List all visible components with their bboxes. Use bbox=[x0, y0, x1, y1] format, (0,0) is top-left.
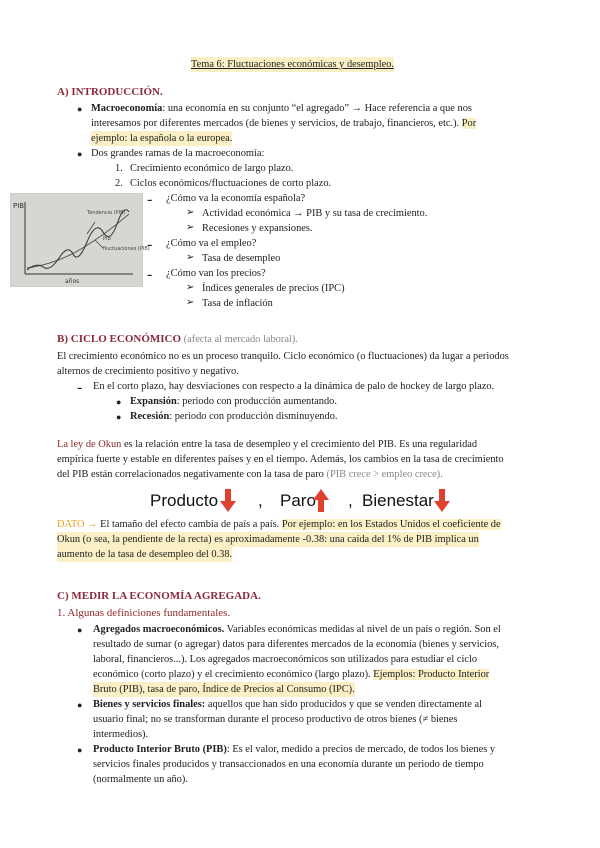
dash-marker: - bbox=[77, 379, 83, 396]
branch-long-run: Crecimiento económico de largo plazo. bbox=[130, 163, 294, 174]
pib-line1 bbox=[93, 742, 495, 757]
recession-definition bbox=[130, 409, 338, 424]
agg-line4 bbox=[93, 667, 489, 682]
up-arrow-icon bbox=[313, 489, 329, 513]
agg-line1 bbox=[93, 622, 501, 637]
final-goods-line2: usuario final; no se transforman durante el proceso productivo de otros bienes (≠ bienes bbox=[93, 714, 458, 725]
sketch-label-fluct: fluctuaciones (PIB) bbox=[103, 246, 150, 252]
final-goods-text1: aquellos que han sido producidos y que se venden directamente al bbox=[205, 699, 482, 710]
agg-text4: económico (corto plazo) y el crecimiento económico (largo plazo). bbox=[93, 669, 374, 680]
answer-ipc: Índices generales de precios (IPC) bbox=[202, 283, 345, 294]
agg-example1: Ejemplos: Producto Interior bbox=[373, 669, 490, 680]
dato-line3: aumento de la tasa de desempleo del 0.38. bbox=[57, 547, 232, 562]
okun-line1 bbox=[57, 437, 477, 452]
bullet-icon: ● bbox=[77, 104, 83, 114]
okun-term: La ley de Okun bbox=[57, 439, 122, 450]
bullet-icon: ● bbox=[77, 149, 83, 159]
section-b-note: (afecta al mercado laboral). bbox=[181, 334, 298, 345]
dash-marker: - bbox=[147, 236, 153, 253]
macro-line2-text: interesamos por diferentes mercados (de bienes y servicios, de trabajo, financieros, etc.). bbox=[91, 118, 462, 129]
word-paro: Paro bbox=[280, 491, 316, 510]
pib-text1: : Es el valor, medido a precios de mercado, de todos los bienes y bbox=[226, 744, 496, 755]
dash-marker: - bbox=[147, 266, 153, 283]
macro-term: Macroeconomía bbox=[91, 103, 163, 114]
dato-line2: Okun (o sea, la pendiente de la recta) es aproximadamente -0.38: una caída del 1% de PIB implica un bbox=[57, 532, 479, 547]
cycle-paragraph-line1: El crecimiento económico no es un proceso tranquilo. Ciclo económico (o fluctuaciones) da lugar a periodos bbox=[57, 351, 509, 362]
sketch-ylabel: PIB bbox=[13, 202, 25, 210]
list-number-2: 2. bbox=[115, 178, 123, 189]
list-number-1: 1. bbox=[115, 163, 123, 174]
macro-text: : una economía en su conjunto “el agregado” → Hace referencia a que nos bbox=[162, 103, 472, 114]
answer-unemployment: Tasa de desempleo bbox=[202, 253, 281, 264]
comma-2: , bbox=[348, 491, 353, 510]
arrow-bullet-icon: ➢ bbox=[186, 252, 195, 263]
bullet-icon: ● bbox=[77, 625, 83, 635]
arrow-bullet-icon: ➢ bbox=[186, 207, 195, 218]
expansion-text: : periodo con producción aumentando. bbox=[176, 396, 337, 407]
okun-text1: es la relación entre la tasa de desempleo y el crecimiento del PIB. Es una regularidad bbox=[121, 439, 478, 450]
effects-diagram bbox=[150, 491, 450, 517]
final-goods-line3: intermedios). bbox=[93, 729, 149, 740]
expansion-definition bbox=[130, 394, 337, 409]
short-run-deviations: En el corto plazo, hay desviaciones con respecto a la dinámica de palo de hockey de largo plazo. bbox=[93, 381, 495, 392]
final-goods-term: Bienes y servicios finales: bbox=[93, 699, 206, 710]
pib-sketch-drawing bbox=[11, 194, 150, 286]
sketch-label-pib: PIB bbox=[103, 236, 111, 242]
bullet-icon: ● bbox=[116, 397, 122, 407]
section-c-subheading: 1. Algunas definiciones fundamentales. bbox=[57, 607, 231, 619]
cycle-paragraph-line2: alternos de crecimiento positivo y negativo. bbox=[57, 366, 239, 377]
okun-line3 bbox=[57, 467, 443, 482]
bullet-icon: ● bbox=[77, 745, 83, 755]
recession-text: : periodo con producción disminuyendo. bbox=[169, 411, 338, 422]
answer-activity: Actividad económica → PIB y su tasa de crecimiento. bbox=[202, 208, 428, 219]
document-title: Tema 6: Fluctuaciones económicas y desempleo. bbox=[191, 57, 394, 72]
agg-line3: laboral, financieros...). Los agregados macroeconómicos son utilizados para estudiar el ciclo bbox=[93, 654, 478, 665]
section-a-heading: A) INTRODUCCIÓN. bbox=[57, 86, 163, 98]
recession-term: Recesión bbox=[130, 411, 170, 422]
section-b-title: B) CICLO ECONÓMICO bbox=[57, 333, 182, 345]
question-economy: ¿Cómo va la economía española? bbox=[166, 193, 306, 204]
agg-line5: Bruto (PIB), tasa de paro, Índice de Precios al Consumo (IPC). bbox=[93, 682, 355, 697]
answer-inflation: Tasa de inflación bbox=[202, 298, 273, 309]
okun-text3: del PIB están correlacionados negativamente con la tasa de paro bbox=[57, 469, 327, 480]
okun-note: (PIB crece > empleo crece). bbox=[326, 469, 443, 480]
arrow-bullet-icon: ➢ bbox=[186, 282, 195, 293]
question-employment: ¿Cómo va el empleo? bbox=[166, 238, 257, 249]
down-arrow-icon bbox=[434, 489, 450, 513]
dato-label: DATO → bbox=[57, 519, 98, 530]
section-b-heading bbox=[57, 333, 298, 345]
question-prices: ¿Cómo van los precios? bbox=[166, 268, 266, 279]
word-bienestar: Bienestar bbox=[362, 491, 434, 510]
branch-short-run: Ciclos económicos/fluctuaciones de corto plazo. bbox=[130, 178, 332, 189]
section-c-heading: C) MEDIR LA ECONOMÍA AGREGADA. bbox=[57, 590, 261, 602]
pib-sketch-image bbox=[10, 193, 150, 287]
macro-example-start: Por bbox=[461, 118, 477, 129]
two-branches: Dos grandes ramas de la macroeconomía: bbox=[91, 148, 265, 159]
pib-line3: (normalmente un año). bbox=[93, 774, 188, 785]
sketch-label-trend: Tendencia (PIB) bbox=[87, 210, 126, 216]
final-goods-line1 bbox=[93, 697, 482, 712]
agg-term: Agregados macroeconómicos. bbox=[93, 624, 225, 635]
arrow-bullet-icon: ➢ bbox=[186, 297, 195, 308]
macro-definition bbox=[91, 101, 472, 116]
agg-text1: Variables económicas medidas al nivel de un país o región. Son el bbox=[224, 624, 501, 635]
pib-line2: servicios finales producidos y transaccionados en una economía durante un periodo de tiempo bbox=[93, 759, 484, 770]
macro-example: ejemplo: la española o la europea. bbox=[91, 131, 232, 146]
dato-line1 bbox=[57, 517, 501, 532]
word-producto: Producto bbox=[150, 491, 219, 510]
expansion-term: Expansión bbox=[130, 396, 177, 407]
dato-example1: Por ejemplo: en los Estados Unidos el coeficiente de bbox=[281, 519, 501, 530]
dash-marker: - bbox=[147, 191, 153, 208]
pib-term: Producto Interior Bruto (PIB) bbox=[93, 744, 227, 755]
answer-recessions: Recesiones y expansiones. bbox=[202, 223, 313, 234]
macro-line2 bbox=[91, 116, 476, 131]
okun-line2: empírica fuerte y estable en diferentes países y en el tiempo. Además, los cambios en la tasa de crecimiento bbox=[57, 454, 504, 465]
bullet-icon: ● bbox=[116, 412, 122, 422]
comma-1: , bbox=[258, 491, 263, 510]
sketch-xlabel: años bbox=[65, 278, 80, 285]
dato-text: El tamaño del efecto cambia de país a país. bbox=[97, 519, 282, 530]
agg-line2: resultado de sumar (o agregar) datos para diferentes mercados de la economía (bienes y servicios, bbox=[93, 639, 499, 650]
bullet-icon: ● bbox=[77, 700, 83, 710]
down-arrow-icon bbox=[220, 489, 236, 513]
arrow-bullet-icon: ➢ bbox=[186, 222, 195, 233]
